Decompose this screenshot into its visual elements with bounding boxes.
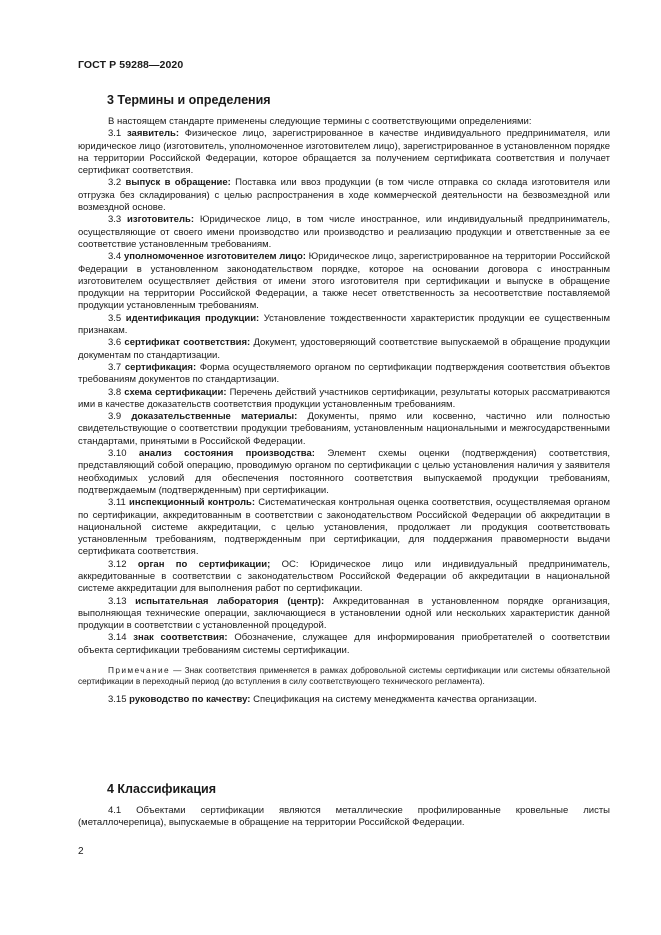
section-3-title: 3 Термины и определения bbox=[107, 93, 271, 107]
term-number: 3.15 bbox=[108, 694, 127, 706]
term-name: схема сертификации: bbox=[124, 386, 227, 398]
term-name: доказательственные материалы: bbox=[131, 411, 298, 423]
term-definition: Физическое лицо, зарегистрированное в качестве индивидуального предпринимателя, или юридическое лицо (изготовитель, уполномоченное изготовителем лицо), зарегистрированное в установленном порядке на территории Российской Федерации, которое обращается за получением сертификата соответствия и получает сертификат соответствия. bbox=[78, 128, 610, 177]
term-number: 3.2 bbox=[108, 177, 122, 189]
term-name: анализ состояния производства: bbox=[138, 448, 315, 460]
term-number: 3.7 bbox=[108, 361, 122, 373]
term-name: испытательная лаборатория (центр): bbox=[135, 595, 325, 607]
term-item bbox=[78, 559, 610, 596]
term-item bbox=[78, 411, 610, 448]
term-definition: Систематическая контрольная оценка соответствия, осуществляемая органом по сертификации, аккредитованным в соответствии с законодательством Российской Федерации об аккредитации в национальной системе аккредитации, с целью установления, продолжает ли продукция соответствовать установленным требованиям, подтвержденным при сертификации, для поддержания правомерности выдачи сертификата соответствия. bbox=[78, 497, 611, 558]
term-definition: Аккредитованная в установленном порядке организация, выполняющая технические операции, заключающиеся в установлении одной или нескольких характеристик данной продукции в соответствии с установленной процедурой. bbox=[78, 595, 611, 632]
note-text: — Знак соответствия применяется в рамках добровольной системы сертификации или системы обязательной сертификации в переходный период (до вступления в силу соответствующего технического регламента). bbox=[78, 665, 610, 686]
term-number: 3.13 bbox=[108, 595, 127, 607]
note-label: Примечание bbox=[108, 665, 171, 676]
term-item bbox=[78, 251, 610, 312]
document-header: ГОСТ Р 59288—2020 bbox=[78, 59, 184, 71]
term-name: уполномоченное изготовителем лицо: bbox=[123, 251, 306, 263]
term-name: идентификация продукции: bbox=[125, 312, 260, 324]
term-number: 3.10 bbox=[108, 448, 127, 460]
term-item bbox=[78, 497, 610, 558]
term-item bbox=[78, 337, 610, 362]
section-3-intro: В настоящем стандарте применены следующие термины с соответствующими определениями: bbox=[108, 116, 532, 127]
term-item bbox=[78, 214, 610, 251]
term-definition: Спецификация на систему менеджмента качества организации. bbox=[253, 694, 537, 706]
term-definition: Форма осуществляемого органом по сертификации подтверждения соответствия объектов требованиям документов по стандартизации. bbox=[78, 361, 610, 386]
term-item bbox=[78, 632, 610, 657]
term-name: изготовитель: bbox=[127, 214, 194, 226]
term-definition: Перечень действий участников сертификации, результаты которых рассматриваются ими в качестве доказательств соответствия продукции установленным требованиям. bbox=[78, 386, 611, 410]
term-number: 3.11 bbox=[108, 497, 126, 509]
term-name: знак соответствия: bbox=[133, 632, 228, 644]
page-number: 2 bbox=[78, 846, 84, 857]
term-item bbox=[78, 177, 610, 214]
terms-list bbox=[78, 128, 610, 657]
term-number: 3.4 bbox=[108, 251, 122, 263]
term-definition: ОС: Юридическое лицо или индивидуальный предприниматель, аккредитованные в соответствии с законодательством Российской Федерации об аккредитации в национальной системе аккредитации для выполнения работ по сертификации. bbox=[78, 558, 611, 595]
term-number: 3.5 bbox=[108, 312, 122, 324]
term-number: 3.9 bbox=[108, 411, 122, 423]
term-name: выпуск в обращение: bbox=[125, 177, 231, 189]
term-number: 3.12 bbox=[108, 558, 127, 570]
term-number: 3.6 bbox=[108, 337, 122, 349]
term-name: сертификация: bbox=[124, 361, 197, 373]
term-definition: Юридическое лицо, в том числе иностранное, или индивидуальный предприниматель, осуществляющие от своего имени производство или производство и реализацию продукции и ответственные за ее соответствие установленным требованиям. bbox=[78, 214, 611, 250]
term-number: 3.1 bbox=[108, 128, 122, 140]
term-item bbox=[78, 313, 610, 338]
term-item bbox=[78, 128, 610, 177]
term-number: 3.3 bbox=[108, 214, 122, 226]
note bbox=[78, 665, 610, 686]
section-4-paragraph-1: 4.1 Объектами сертификации являются металлические профилированные кровельные листы (металлочерепица), выпускаемые в обращение на территории Российской Федерации. bbox=[78, 805, 610, 829]
term-name: орган по сертификации; bbox=[137, 558, 271, 570]
term-definition: Документ, удостоверяющий соответствие выпускаемой в обращение продукции документам по стандартизации. bbox=[78, 337, 611, 361]
term-item bbox=[78, 387, 610, 412]
term-name: руководство по качеству: bbox=[129, 694, 251, 706]
term-definition: Юридическое лицо, зарегистрированное на территории Российской Федерации в установленном законодательством порядке, которое на основании договора с иностранным изготовителем осуществляет действия от имени этого изготовителя при сертификации и выпуске в обращение продукции на территории Российской Федерации, а также несет ответственность за несоответствие поставляемой продукции установленным требованиям. bbox=[78, 251, 610, 312]
term-definition: Установление тождественности характеристик продукции ее существенным признакам. bbox=[78, 312, 611, 337]
term-name: инспекционный контроль: bbox=[129, 497, 256, 509]
term-name: сертификат соответствия: bbox=[124, 337, 251, 349]
term-definition: Обозначение, служащее для информирования приобретателей о соответствии объекта сертификации требованиям системы сертификации. bbox=[78, 632, 610, 656]
term-item bbox=[78, 448, 610, 497]
term-3-15 bbox=[78, 694, 610, 706]
term-item bbox=[78, 362, 610, 387]
section-4-body bbox=[78, 805, 610, 830]
term-number: 3.8 bbox=[108, 386, 122, 398]
term-definition: Поставка или ввоз продукции (в том числе отправка со склада изготовителя или отгрузка без складирования) с целью распространения в ходе коммерческой деятельности на безвозмездной или возмездной основе. bbox=[78, 177, 611, 214]
section-4-title: 4 Классификация bbox=[107, 782, 217, 796]
term-name: заявитель: bbox=[126, 128, 180, 140]
term-number: 3.14 bbox=[108, 632, 127, 644]
term-definition: Документы, прямо или косвенно, частично или полностью свидетельствующие о соответствии продукции требованиям, установленным национальными и межгосударственными стандартами, принятыми в Российской Федерации. bbox=[78, 411, 611, 447]
term-definition: Элемент схемы оценки (подтверждения) соответствия, представляющий собой операцию, проводимую органом по сертификации с целью установления наличия у заявителя необходимых условий для обеспечения постоянного соответствия выпускаемой продукции требованиям, подтверждаемым (подтвержденным) при сертификации. bbox=[78, 448, 610, 496]
section-3-body bbox=[78, 116, 610, 707]
term-item bbox=[78, 596, 610, 633]
